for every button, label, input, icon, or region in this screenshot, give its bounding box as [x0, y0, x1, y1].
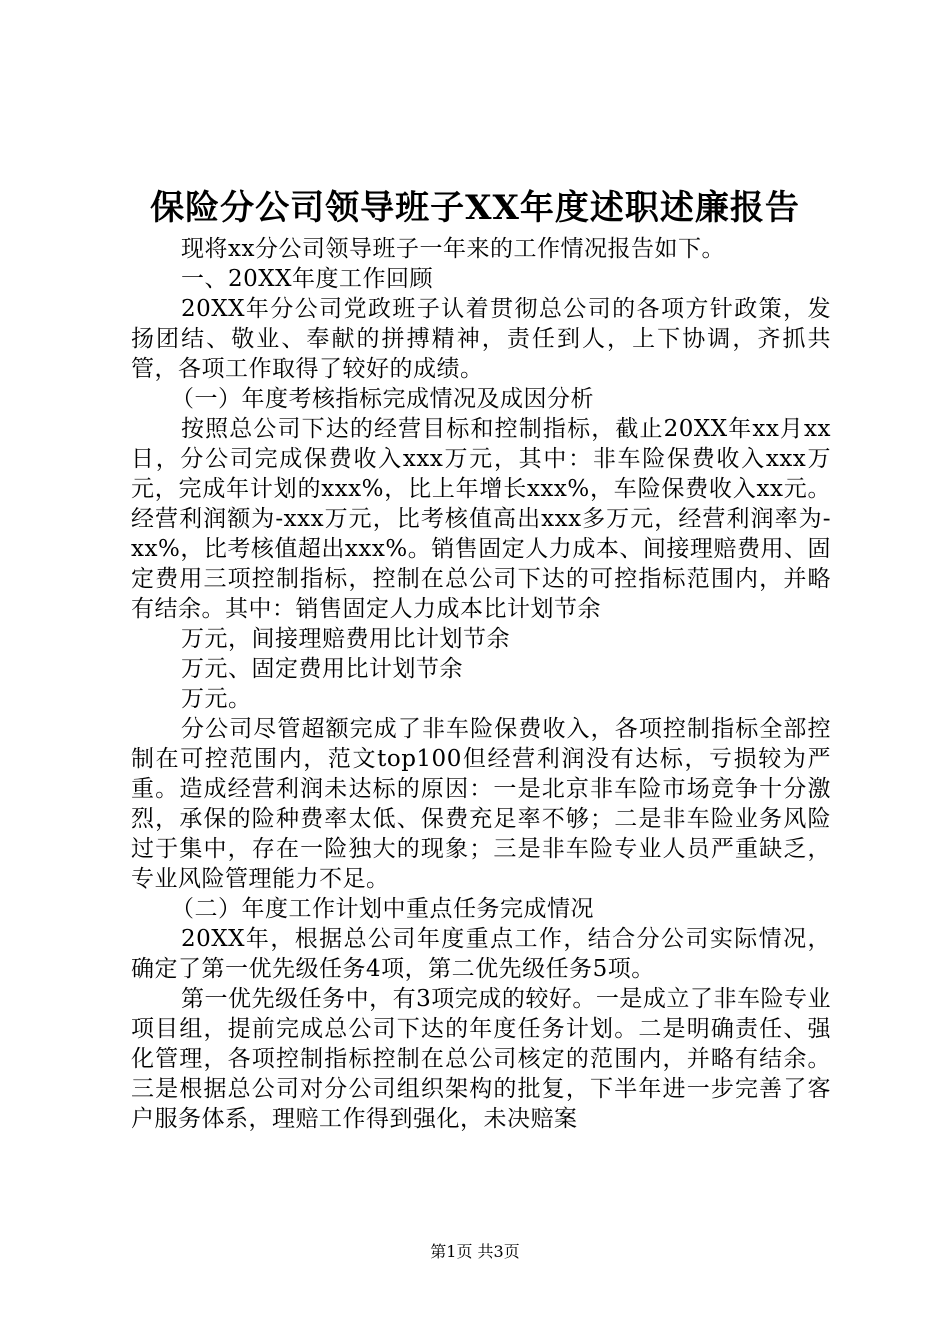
paragraph: 20XX年，根据总公司年度重点工作，结合分公司实际情况，确定了第一优先级任务4项，第二优先级任务5项。 [131, 926, 831, 982]
paragraph: 按照总公司下达的经营目标和控制指标，截止20XX年xx月xx日，分公司完成保费收入xxx万元，其中：非车险保费收入xxx万元，完成年计划的xxx%，比上年增长xxx%，车险保费收入xx元。经营利润额为-xxx万元，比考核值高出xxx多万元，经营利润率为-xx%，比考核值超出xxx%。销售固定人力成本、间接理赔费用、固定费用三项控制指标，控制在总公司下达的可控指标范围内，并略有结余。其中：销售固定人力成本比计划节余 [131, 416, 831, 622]
subsection-heading-2: （二）年度工作计划中重点任务完成情况 [171, 896, 594, 922]
intro-paragraph: 现将xx分公司领导班子一年来的工作情况报告如下。 [181, 236, 725, 262]
subsection-heading-1: （一）年度考核指标完成情况及成因分析 [171, 386, 594, 412]
paragraph: 第一优先级任务中，有3项完成的较好。一是成立了非车险专业项目组，提前完成总公司下达的年度任务计划。二是明确责任、强化管理，各项控制指标控制在总公司核定的范围内，并略有结余。三是根据总公司对分公司组织架构的批复，下半年进一步完善了客户服务体系，理赔工作得到强化，未决赔案 [131, 986, 831, 1132]
paragraph: 万元。 [181, 686, 252, 712]
document-title: 保险分公司领导班子XX年度述职述廉报告 [150, 188, 800, 228]
page-footer: 第1页 共3页 [430, 1242, 520, 1261]
paragraph: 分公司尽管超额完成了非车险保费收入，各项控制指标全部控制在可控范围内，范文top100但经营利润没有达标，亏损较为严重。造成经营利润未达标的原因：一是北京非车险市场竞争十分激烈，承保的险种费率太低、保费充足率不够；二是非车险业务风险过于集中，存在一险独大的现象；三是非车险专业人员严重缺乏，专业风险管理能力不足。 [131, 716, 831, 892]
section-heading-1: 一、20XX年度工作回顾 [181, 266, 434, 292]
paragraph: 万元、固定费用比计划节余 [181, 656, 463, 682]
paragraph: 20XX年分公司党政班子认着贯彻总公司的各项方针政策，发扬团结、敬业、奉献的拼搏精神，责任到人，上下协调，齐抓共管，各项工作取得了较好的成绩。 [131, 296, 831, 382]
paragraph: 万元，间接理赔费用比计划节余 [181, 626, 510, 652]
document-body [131, 234, 831, 1134]
